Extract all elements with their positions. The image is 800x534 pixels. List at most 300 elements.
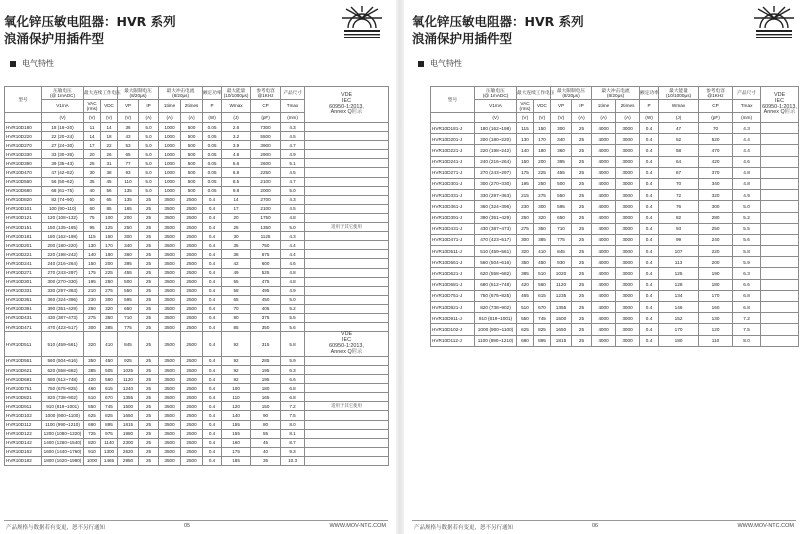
value-cell: 77 xyxy=(118,159,139,168)
value-cell: 975 xyxy=(101,429,118,438)
header-1time: 1time xyxy=(159,100,181,113)
value-cell: 36 xyxy=(118,123,139,132)
value-cell: 76 xyxy=(659,201,699,212)
value-cell: 0.4 xyxy=(640,190,659,201)
value-cell: 225 xyxy=(534,167,551,178)
header-vp: VP xyxy=(118,100,139,113)
value-cell: 82 (74~90) xyxy=(42,195,84,204)
table-row xyxy=(5,402,389,411)
value-cell: 200 (180~220) xyxy=(475,134,517,145)
value-cell: 465 xyxy=(517,290,534,301)
value-cell: 550 xyxy=(118,286,139,295)
empty-cell xyxy=(305,447,389,456)
value-cell: 35 xyxy=(222,241,251,250)
value-cell: 4.7 xyxy=(281,141,305,150)
empty-cell xyxy=(305,277,389,286)
value-cell: 5.0 xyxy=(139,168,159,177)
value-cell: 25 xyxy=(222,223,251,232)
value-cell: 595 xyxy=(118,295,139,304)
value-cell: 4000 xyxy=(592,246,616,257)
value-cell: 25 xyxy=(572,257,592,268)
value-cell: 4000 xyxy=(592,335,616,346)
model-cell: HVR10D820 xyxy=(5,195,42,204)
value-cell: 25 xyxy=(572,178,592,189)
value-cell: 200 xyxy=(699,257,733,268)
value-cell: 2.6 xyxy=(222,123,251,132)
model-cell: HVR10D681-J xyxy=(431,279,475,290)
empty-cell xyxy=(305,429,389,438)
value-cell: 25 xyxy=(139,268,159,277)
value-cell: 3500 xyxy=(159,384,181,393)
value-cell: 4.8 xyxy=(281,268,305,277)
value-cell: 3500 xyxy=(159,277,181,286)
value-cell: 2500 xyxy=(181,447,203,456)
value-cell: 0.05 xyxy=(203,177,222,186)
value-cell: 0.4 xyxy=(640,290,659,301)
unit-empty xyxy=(5,113,42,123)
value-cell: 4.5 xyxy=(281,204,305,213)
value-cell: 3000 xyxy=(616,335,640,346)
value-cell: 1100 (990~1210) xyxy=(475,335,517,346)
model-cell: HVR10D220 xyxy=(5,132,42,141)
value-cell: 4.8 xyxy=(281,213,305,222)
empty-cell xyxy=(305,268,389,277)
value-cell: 92 xyxy=(222,332,251,357)
model-cell: HVR10D102 xyxy=(5,411,42,420)
value-cell: 3000 xyxy=(616,167,640,178)
empty-cell xyxy=(305,259,389,268)
value-cell: 825 xyxy=(101,411,118,420)
value-cell: 350 xyxy=(101,313,118,322)
model-cell: HVR10D511 xyxy=(5,332,42,357)
value-cell: 25 xyxy=(139,420,159,429)
value-cell: 18 xyxy=(101,132,118,141)
model-cell: HVR10D431-J xyxy=(431,223,475,234)
value-cell: 5.0 xyxy=(139,159,159,168)
model-cell: HVR10D112-J xyxy=(431,335,475,346)
value-cell: 6.6 xyxy=(281,375,305,384)
value-cell: 135 xyxy=(118,186,139,195)
table-row xyxy=(5,375,389,384)
table-row xyxy=(431,234,799,245)
value-cell: 300 (270~330) xyxy=(475,178,517,189)
value-cell: 130 xyxy=(699,313,733,324)
value-cell: 8.0 xyxy=(733,335,761,346)
table-row xyxy=(431,201,799,212)
value-cell: 2500 xyxy=(181,366,203,375)
model-cell: HVR10D182 xyxy=(5,456,42,465)
value-cell: 420 xyxy=(699,156,733,167)
model-cell: HVR10D391 xyxy=(5,304,42,313)
value-cell: 39 (35~43) xyxy=(42,159,84,168)
unit-pf: (pF) xyxy=(251,113,281,123)
value-cell: 4.5 xyxy=(281,168,305,177)
value-cell: 340 xyxy=(551,134,572,145)
table-row xyxy=(431,257,799,268)
value-cell: 615 xyxy=(534,290,551,301)
bullet-square-icon xyxy=(10,61,16,67)
unit-j: (J) xyxy=(659,113,699,123)
value-cell: 275 xyxy=(534,190,551,201)
value-cell: 25 xyxy=(572,313,592,324)
value-cell: 2500 xyxy=(181,402,203,411)
empty-cell xyxy=(305,177,389,186)
value-cell: 350 xyxy=(517,257,534,268)
value-cell: 25 xyxy=(139,402,159,411)
footer-url[interactable]: WWW.MOV-NTC.COM xyxy=(737,523,794,529)
value-cell: 360 xyxy=(118,250,139,259)
value-cell: 0.4 xyxy=(203,366,222,375)
value-cell: 0.4 xyxy=(203,232,222,241)
value-cell: 0.4 xyxy=(203,438,222,447)
value-cell: 3500 xyxy=(159,204,181,213)
value-cell: 3000 xyxy=(616,178,640,189)
value-cell: 745 xyxy=(101,402,118,411)
value-cell: 3500 xyxy=(159,195,181,204)
page-number: 06 xyxy=(592,523,599,529)
value-cell: 160 xyxy=(222,438,251,447)
value-cell: 510 xyxy=(84,393,101,402)
value-cell: 2100 xyxy=(251,204,281,213)
model-cell: HVR10D162 xyxy=(5,447,42,456)
value-cell: 1000 (900~1100) xyxy=(42,411,84,420)
header-product-size: 产品尺寸 xyxy=(281,87,305,100)
table-row xyxy=(431,335,799,346)
value-cell: 100 (90~110) xyxy=(42,204,84,213)
value-cell: 240 (216~264) xyxy=(42,259,84,268)
value-cell: 1125 xyxy=(251,232,281,241)
value-cell: 620 (558~682) xyxy=(475,268,517,279)
value-cell: 4.7 xyxy=(281,177,305,186)
value-cell: 150 xyxy=(534,123,551,134)
value-cell: 0.4 xyxy=(203,286,222,295)
value-cell: 1815 xyxy=(551,335,572,346)
value-cell: 33 (30~36) xyxy=(42,150,84,159)
value-cell: 250 xyxy=(101,277,118,286)
value-cell: 1800 (1620~1980) xyxy=(42,456,84,465)
value-cell: 4000 xyxy=(592,279,616,290)
value-cell: 0.4 xyxy=(203,375,222,384)
value-cell: 3000 xyxy=(616,134,640,145)
value-cell: 285 xyxy=(251,356,281,365)
empty-cell xyxy=(761,167,799,178)
value-cell: 675 xyxy=(251,250,281,259)
value-cell: 58 xyxy=(659,145,699,156)
value-cell: 4000 xyxy=(592,190,616,201)
value-cell: 20 xyxy=(84,150,101,159)
value-cell: 5.0 xyxy=(139,186,159,195)
value-cell: 5.2 xyxy=(281,304,305,313)
table-row xyxy=(431,156,799,167)
value-cell: 0.4 xyxy=(203,195,222,204)
value-cell: 500 xyxy=(551,178,572,189)
value-cell: 65 xyxy=(101,195,118,204)
value-cell: 25 xyxy=(139,213,159,222)
empty-cell xyxy=(305,141,389,150)
value-cell: 500 xyxy=(181,177,203,186)
value-cell: 4.8 xyxy=(733,167,761,178)
value-cell: 67 xyxy=(659,167,699,178)
value-cell: 170 xyxy=(659,324,699,335)
value-cell: 820 (738~902) xyxy=(475,302,517,313)
footer-url[interactable]: WWW.MOV-NTC.COM xyxy=(329,523,386,529)
header-ip: IP xyxy=(572,100,592,113)
value-cell: 1400 (1260~1540) xyxy=(42,438,84,447)
page-subtitle: 浪涌保护用插件型 xyxy=(4,31,105,46)
value-cell: 56 (50~62) xyxy=(42,177,84,186)
table-row xyxy=(5,332,389,357)
value-cell: 25 xyxy=(572,335,592,346)
value-cell: 150 xyxy=(101,232,118,241)
value-cell: 64 xyxy=(659,156,699,167)
value-cell: 2500 xyxy=(181,456,203,465)
value-cell: 3500 xyxy=(159,313,181,322)
value-cell: 360 xyxy=(551,145,572,156)
header-v1ma: V1mA xyxy=(475,100,517,113)
value-cell: 3500 xyxy=(159,438,181,447)
value-cell: 390 (351~429) xyxy=(42,304,84,313)
empty-cell xyxy=(761,134,799,145)
value-cell: 70 xyxy=(659,178,699,189)
value-cell: 680 xyxy=(517,335,534,346)
value-cell: 3500 xyxy=(159,268,181,277)
value-cell: 0.4 xyxy=(203,393,222,402)
value-cell: 22 (20~24) xyxy=(42,132,84,141)
value-cell: 750 xyxy=(251,241,281,250)
header-p: P xyxy=(640,100,659,113)
value-cell: 4000 xyxy=(592,257,616,268)
empty-cell xyxy=(305,286,389,295)
value-cell: 93 xyxy=(118,168,139,177)
value-cell: 68 (61~75) xyxy=(42,186,84,195)
value-cell: 710 xyxy=(551,223,572,234)
value-cell: 0.4 xyxy=(203,456,222,465)
empty-cell xyxy=(305,168,389,177)
value-cell: 390 (351~429) xyxy=(475,212,517,223)
value-cell: 455 xyxy=(551,167,572,178)
header-ip: IP xyxy=(139,100,159,113)
value-cell: 680 (612~748) xyxy=(475,279,517,290)
value-cell: 107 xyxy=(659,246,699,257)
value-cell: 195 xyxy=(251,375,281,384)
table-row xyxy=(431,178,799,189)
value-cell: 1350 xyxy=(251,223,281,232)
empty-cell xyxy=(761,201,799,212)
footer-disclaimer: 产品规格与数据若有变更，恕不另行通知 xyxy=(414,525,514,531)
page-subtitle: 浪涌保护用插件型 xyxy=(412,31,513,46)
value-cell: 10.3 xyxy=(281,456,305,465)
value-cell: 330 (297~363) xyxy=(475,190,517,201)
value-cell: 0.4 xyxy=(640,145,659,156)
value-cell: 4000 xyxy=(592,167,616,178)
section-heading xyxy=(418,58,462,69)
value-cell: 4000 xyxy=(592,290,616,301)
header-max-clamp-voltage: 最大限制电压 (8/20μs) xyxy=(118,87,159,100)
model-cell: HVR10D911-J xyxy=(431,313,475,324)
value-cell: 3500 xyxy=(159,232,181,241)
value-cell: 395 xyxy=(118,259,139,268)
value-cell: 134 xyxy=(659,290,699,301)
unit-j: (J) xyxy=(222,113,251,123)
value-cell: 410 xyxy=(534,246,551,257)
value-cell: 4000 xyxy=(592,223,616,234)
value-cell: 0.4 xyxy=(203,411,222,420)
value-cell: 25 xyxy=(139,447,159,456)
value-cell: 72 xyxy=(659,190,699,201)
value-cell: 0.4 xyxy=(640,324,659,335)
empty-cell xyxy=(305,420,389,429)
value-cell: 270 (243~297) xyxy=(42,268,84,277)
value-cell: 650 xyxy=(118,304,139,313)
value-cell: 25 xyxy=(139,411,159,420)
right-page xyxy=(412,0,796,534)
value-cell: 5.2 xyxy=(733,212,761,223)
value-cell: 500 xyxy=(181,159,203,168)
value-cell: 510 xyxy=(517,302,534,313)
value-cell: 175 xyxy=(517,167,534,178)
header-cp: CP xyxy=(699,100,733,113)
value-cell: 155 xyxy=(222,420,251,429)
value-cell: 5.6 xyxy=(222,159,251,168)
model-cell: HVR10D101 xyxy=(5,204,42,213)
value-cell: 4.9 xyxy=(281,286,305,295)
value-cell: 190 xyxy=(699,268,733,279)
value-cell: 4.8 xyxy=(222,150,251,159)
value-cell: 3000 xyxy=(616,324,640,335)
value-cell: 0.4 xyxy=(203,277,222,286)
value-cell: 225 xyxy=(101,268,118,277)
value-cell: 275 xyxy=(101,286,118,295)
value-cell: 9.3 xyxy=(281,447,305,456)
value-cell: 0.4 xyxy=(640,123,659,134)
table-row xyxy=(5,304,389,313)
empty-cell xyxy=(761,212,799,223)
value-cell: 0.4 xyxy=(640,268,659,279)
value-cell: 1100 (990~1210) xyxy=(42,420,84,429)
value-cell: 250 xyxy=(84,304,101,313)
table-row xyxy=(5,313,389,322)
header-certification: VDE IEC 60950-1:2013, Annex Q附录 xyxy=(305,87,389,123)
table-row xyxy=(5,393,389,402)
ship-wheel-icon xyxy=(752,4,796,44)
value-cell: 170 xyxy=(101,241,118,250)
certification-cell: VDE IEC 60950-1:2013, Annex Q附录 xyxy=(305,332,389,357)
remark-cell: 适用于其它使用 xyxy=(305,223,389,232)
value-cell: 0.05 xyxy=(203,123,222,132)
value-cell: 895 xyxy=(534,335,551,346)
empty-cell xyxy=(761,302,799,313)
value-cell: 5.0 xyxy=(281,186,305,195)
header-ref-capacitance: 参考电容 @1KHz xyxy=(699,87,733,100)
value-cell: 525 xyxy=(251,268,281,277)
value-cell: 35 xyxy=(84,177,101,186)
value-cell: 385 xyxy=(101,323,118,332)
value-cell: 6.3 xyxy=(733,268,761,279)
value-cell: 930 xyxy=(551,257,572,268)
model-cell: HVR10D561 xyxy=(5,356,42,365)
table-row xyxy=(5,186,389,195)
value-cell: 8.0 xyxy=(281,420,305,429)
value-cell: 25 xyxy=(139,259,159,268)
value-cell: 2500 xyxy=(181,420,203,429)
header-max-energy: 最大能量 (10/1000μs) xyxy=(659,87,699,100)
value-cell: 1000 xyxy=(159,141,181,150)
empty-cell xyxy=(305,132,389,141)
empty-cell xyxy=(761,123,799,134)
table-row xyxy=(431,212,799,223)
value-cell: 150 xyxy=(517,156,534,167)
model-cell: HVR10D361 xyxy=(5,295,42,304)
value-cell: 320 xyxy=(101,304,118,313)
table-row xyxy=(5,123,389,132)
value-cell: 155 xyxy=(222,429,251,438)
value-cell: 0.05 xyxy=(203,168,222,177)
value-cell: 2250 xyxy=(251,168,281,177)
value-cell: 170 xyxy=(699,290,733,301)
header-p: P xyxy=(203,100,222,113)
value-cell: 505 xyxy=(101,366,118,375)
model-cell: HVR10D142 xyxy=(5,438,42,447)
empty-cell xyxy=(761,335,799,346)
value-cell: 99 xyxy=(659,234,699,245)
value-cell: 1000 xyxy=(159,186,181,195)
value-cell: 90 xyxy=(251,411,281,420)
value-cell: 320 xyxy=(534,212,551,223)
footer-divider xyxy=(4,520,388,521)
value-cell: 1000 (900~1100) xyxy=(475,324,517,335)
value-cell: 6.8 xyxy=(733,302,761,313)
value-cell: 40 xyxy=(251,447,281,456)
value-cell: 2500 xyxy=(181,213,203,222)
value-cell: 2620 xyxy=(118,447,139,456)
value-cell: 350 xyxy=(251,323,281,332)
value-cell: 300 xyxy=(699,201,733,212)
unit-v: (V) xyxy=(551,113,572,123)
value-cell: 38 xyxy=(101,168,118,177)
value-cell: 3000 xyxy=(616,201,640,212)
value-cell: 150 (135~165) xyxy=(42,223,84,232)
empty-cell xyxy=(305,232,389,241)
model-cell: HVR10D181 xyxy=(5,232,42,241)
table-row xyxy=(5,384,389,393)
value-cell: 92 xyxy=(222,356,251,365)
value-cell: 30 xyxy=(84,168,101,177)
table-row xyxy=(5,195,389,204)
table-row xyxy=(5,356,389,365)
value-cell: 175 xyxy=(222,447,251,456)
value-cell: 85 xyxy=(101,204,118,213)
value-cell: 910 (819~1001) xyxy=(475,313,517,324)
header-tmax: Tmax xyxy=(733,100,761,113)
header-vac: VAC (rms) xyxy=(517,100,534,113)
model-cell: HVR10D561-J xyxy=(431,257,475,268)
value-cell: 30 xyxy=(222,232,251,241)
value-cell: 470 (423~517) xyxy=(42,323,84,332)
header-vdc: VDC xyxy=(534,100,551,113)
value-cell: 2500 xyxy=(181,375,203,384)
value-cell: 240 (216~264) xyxy=(475,156,517,167)
value-cell: 3500 xyxy=(159,366,181,375)
value-cell: 0.4 xyxy=(203,259,222,268)
empty-cell xyxy=(761,324,799,335)
value-cell: 65 xyxy=(118,150,139,159)
value-cell: 35 xyxy=(251,456,281,465)
value-cell: 25 xyxy=(139,366,159,375)
value-cell: 25 xyxy=(572,212,592,223)
value-cell: 3000 xyxy=(616,279,640,290)
value-cell: 180 xyxy=(101,250,118,259)
value-cell: 405 xyxy=(251,304,281,313)
